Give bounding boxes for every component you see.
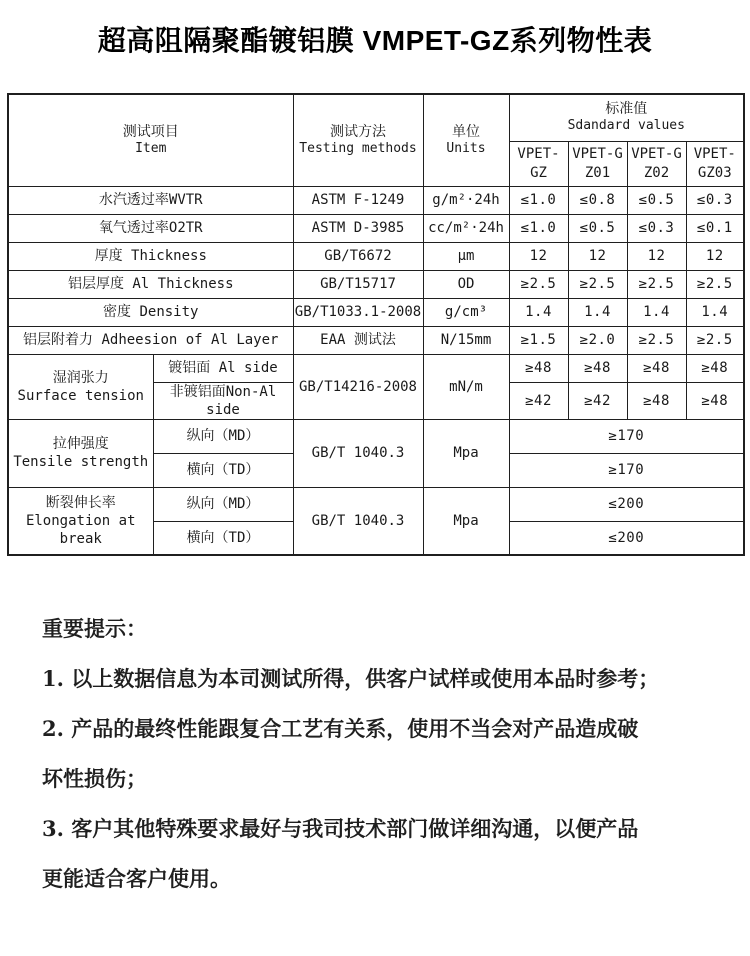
note-line: 1. 以上数据信息为本司测试所得，供客户试样或使用本品时参考； — [42, 666, 660, 692]
cell-value: ≥2.5 — [686, 270, 744, 298]
cell-value: ≤0.5 — [568, 214, 627, 242]
cell-value: ≥1.5 — [509, 326, 568, 354]
cell-value: ≥2.5 — [686, 326, 744, 354]
cell-subitem: 横向（TD） — [153, 521, 293, 555]
cell-unit: g/cm³ — [423, 298, 509, 326]
group-label-elongation — [8, 487, 153, 555]
notes-heading: 重要提示： — [42, 616, 147, 642]
cell-subitem: 横向（TD） — [153, 453, 293, 487]
cell-value: ≥2.5 — [627, 326, 686, 354]
cell-unit: g/m²·24h — [423, 186, 509, 214]
row-surface-tension-al-side — [8, 354, 744, 382]
cell-method: ASTM F-1249 — [293, 186, 423, 214]
cell-value: 1.4 — [568, 298, 627, 326]
cell-value: ≤0.8 — [568, 186, 627, 214]
row-wvtr — [8, 186, 744, 214]
cell-value: ≥2.5 — [627, 270, 686, 298]
cell-subitem: 纵向（MD） — [153, 419, 293, 453]
cell-subitem: 非镀铝面Non-Al side — [153, 382, 293, 419]
row-density — [8, 298, 744, 326]
product-name-line: VPET- — [693, 146, 736, 163]
cell-value: 1.4 — [627, 298, 686, 326]
cell-method: GB/T14216-2008 — [293, 354, 423, 419]
note-line: 2. 产品的最终性能跟复合工艺有关系，使用不当会对产品造成破 — [42, 716, 639, 742]
cell-unit: mN/m — [423, 354, 509, 419]
product-name-line: VPET- — [517, 146, 560, 163]
cell-method: EAA 测试法 — [293, 326, 423, 354]
product-name-line: Z02 — [643, 164, 670, 181]
cell-value: ≥48 — [686, 382, 744, 419]
header-standard-en: Sdandard values — [567, 118, 685, 134]
header-standard-values — [509, 94, 744, 141]
cell-value-merged: ≤200 — [509, 487, 744, 521]
group-label-surface-tension — [8, 354, 153, 419]
cell-value: ≥2.5 — [509, 270, 568, 298]
group-label-en: Elongation at — [25, 513, 136, 530]
cell-item: 厚度 Thickness — [8, 242, 293, 270]
cell-method: GB/T 1040.3 — [293, 487, 423, 555]
cell-item: 铝层厚度 Al Thickness — [8, 270, 293, 298]
cell-value: ≥48 — [686, 354, 744, 382]
cell-value: 12 — [509, 242, 568, 270]
group-label-en: Surface tension — [17, 387, 144, 404]
cell-value: ≥42 — [568, 382, 627, 419]
cell-value-merged: ≤200 — [509, 521, 744, 555]
cell-method: GB/T 1040.3 — [293, 419, 423, 487]
row-tensile-md — [8, 419, 744, 453]
product-name-line: GZ03 — [697, 164, 732, 181]
group-label-zh: 湿润张力 — [52, 369, 109, 386]
row-al-thickness — [8, 270, 744, 298]
cell-value: ≤0.5 — [627, 186, 686, 214]
cell-value: ≤1.0 — [509, 186, 568, 214]
header-units — [423, 94, 509, 186]
cell-method: GB/T15717 — [293, 270, 423, 298]
header-product-vpet-gz03 — [686, 141, 744, 186]
cell-unit: cc/m²·24h — [423, 214, 509, 242]
row-adhesion — [8, 326, 744, 354]
cell-subitem: 纵向（MD） — [153, 487, 293, 521]
header-product-vpet-gz01 — [568, 141, 627, 186]
cell-value: ≤1.0 — [509, 214, 568, 242]
cell-value: ≤0.1 — [686, 214, 744, 242]
row-thickness — [8, 242, 744, 270]
cell-item: 铝层附着力 Adheesion of Al Layer — [8, 326, 293, 354]
cell-value-merged: ≥170 — [509, 419, 744, 453]
cell-value: ≥48 — [627, 354, 686, 382]
cell-item: 密度 Density — [8, 298, 293, 326]
group-label-zh: 拉伸强度 — [52, 436, 109, 453]
cell-value: ≥48 — [627, 382, 686, 419]
row-elongation-md — [8, 487, 744, 521]
header-units-zh: 单位 — [452, 123, 480, 140]
cell-value: ≥2.0 — [568, 326, 627, 354]
header-product-vpet-gz — [509, 141, 568, 186]
header-item-en: Item — [135, 140, 167, 156]
cell-value: 1.4 — [686, 298, 744, 326]
product-name-line: VPET-G — [572, 146, 623, 163]
page-title: 超高阻隔聚酯镀铝膜 VMPET-GZ系列物性表 — [97, 25, 653, 56]
group-label-zh: 断裂伸长率 — [45, 494, 116, 511]
cell-subitem: 镀铝面 Al side — [153, 354, 293, 382]
row-o2tr — [8, 214, 744, 242]
cell-value: 12 — [627, 242, 686, 270]
group-label-tensile-strength — [8, 419, 153, 487]
cell-item: 水汽透过率WVTR — [8, 186, 293, 214]
product-name-line: GZ — [530, 164, 547, 181]
note-line: 3. 客户其他特殊要求最好与我司技术部门做详细沟通，以便产品 — [42, 816, 639, 842]
cell-method: ASTM D-3985 — [293, 214, 423, 242]
cell-value: ≤0.3 — [627, 214, 686, 242]
header-method-zh: 测试方法 — [330, 123, 386, 140]
cell-value: ≥48 — [509, 354, 568, 382]
cell-method: GB/T6672 — [293, 242, 423, 270]
cell-unit: OD — [423, 270, 509, 298]
header-item — [8, 94, 293, 186]
notes-section — [42, 604, 750, 904]
product-name-line: Z01 — [584, 164, 611, 181]
header-units-en: Units — [446, 140, 486, 156]
cell-value: ≤0.3 — [686, 186, 744, 214]
header-standard-zh: 标准值 — [605, 101, 648, 118]
cell-value: ≥2.5 — [568, 270, 627, 298]
note-line: 更能适合客户使用。 — [42, 866, 231, 892]
header-method — [293, 94, 423, 186]
group-label-en: Tensile strength — [13, 454, 149, 471]
cell-value: ≥42 — [509, 382, 568, 419]
cell-item: 氧气透过率O2TR — [8, 214, 293, 242]
header-item-zh: 测试项目 — [122, 123, 179, 140]
page — [0, 24, 750, 904]
header-product-vpet-gz02 — [627, 141, 686, 186]
cell-value: 12 — [568, 242, 627, 270]
header-method-en: Testing methods — [299, 140, 417, 156]
cell-method: GB/T1033.1-2008 — [293, 298, 423, 326]
product-name-line: VPET-G — [631, 146, 682, 163]
cell-value-merged: ≥170 — [509, 453, 744, 487]
cell-unit: μm — [423, 242, 509, 270]
cell-unit: N/15mm — [423, 326, 509, 354]
cell-unit: Mpa — [423, 419, 509, 487]
note-line: 坏性损伤； — [42, 766, 147, 792]
cell-value: 12 — [686, 242, 744, 270]
spec-table — [7, 93, 745, 556]
cell-unit: Mpa — [423, 487, 509, 555]
cell-value: ≥48 — [568, 354, 627, 382]
group-label-en: break — [59, 531, 102, 548]
cell-value: 1.4 — [509, 298, 568, 326]
